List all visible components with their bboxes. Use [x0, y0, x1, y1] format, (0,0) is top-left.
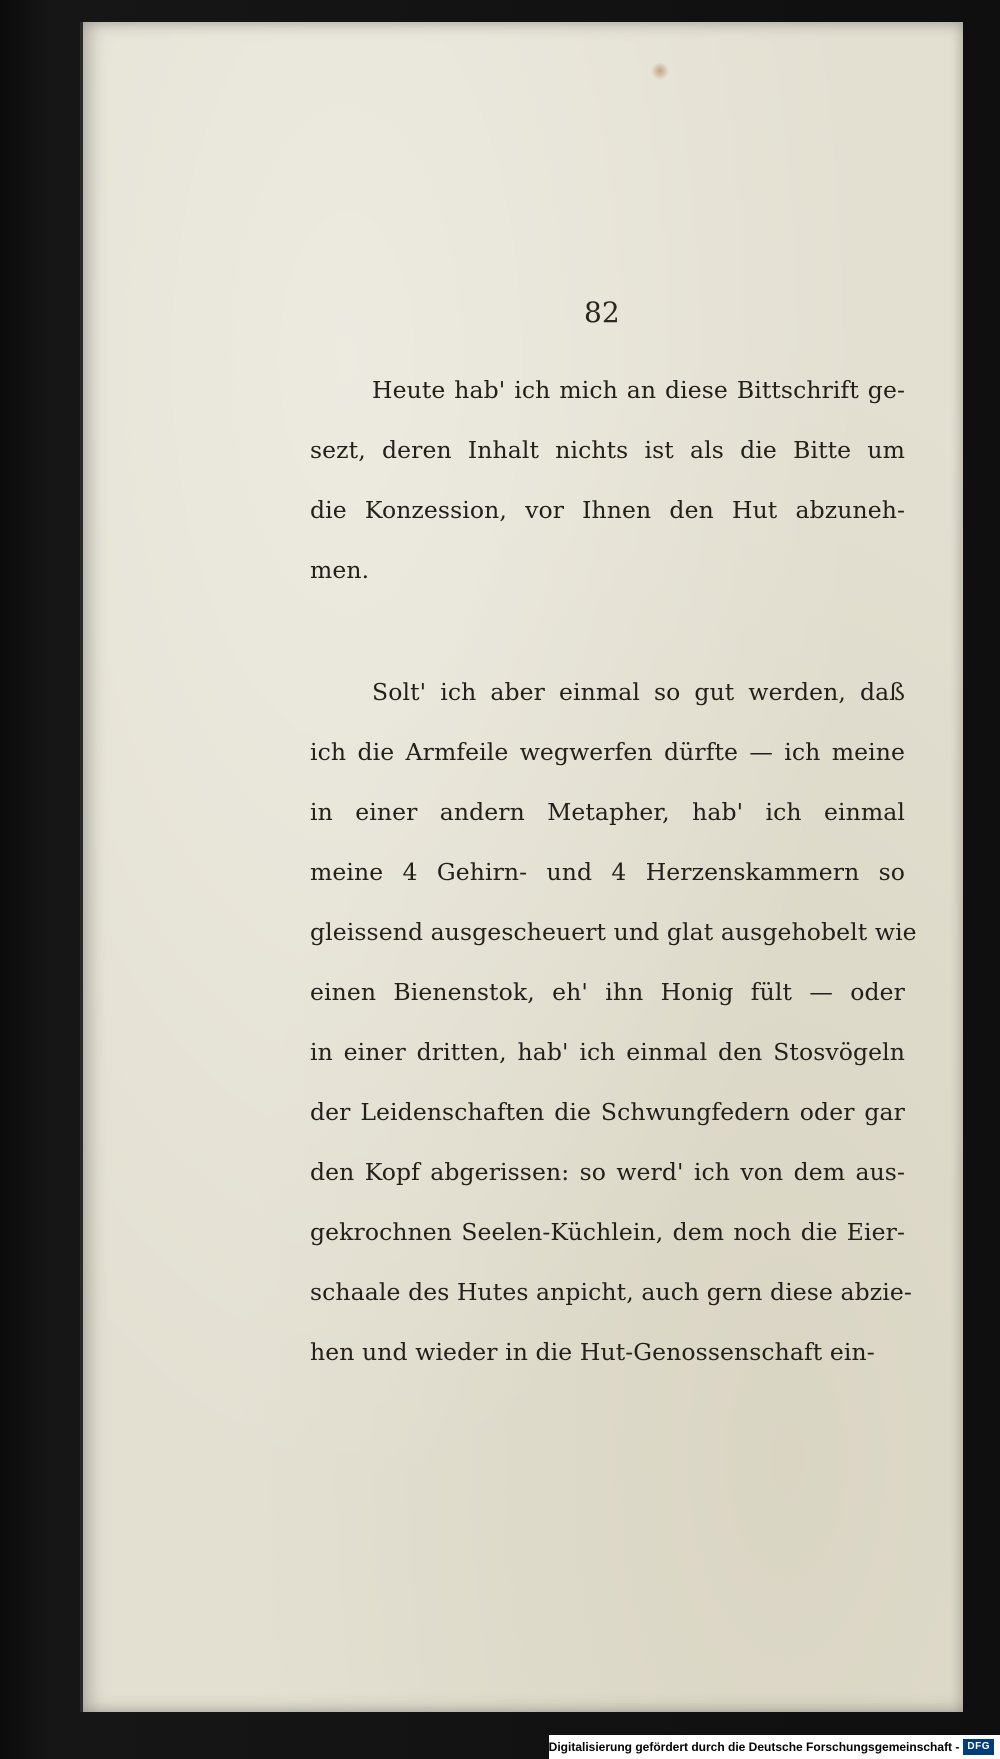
text-line: Solt' ich aber einmal so gut werden, daß: [372, 678, 905, 706]
paper-stain: [651, 62, 669, 80]
text-line: meine 4 Gehirn- und 4 Herzenskammern so: [310, 858, 905, 886]
body-text: [310, 360, 917, 1382]
text-line: in einer dritten, hab' ich einmal den Stosvögeln: [310, 1038, 905, 1066]
paragraph-2: [310, 662, 917, 1382]
page-number: 82: [584, 296, 620, 329]
text-line: hen und wieder in die Hut-Genossenschaft ein-: [310, 1338, 875, 1366]
text-line: gleissend ausgescheuert und glat ausgehobelt wie: [310, 918, 917, 946]
text-line: einen Bienenstok, eh' ihn Honig fült — oder: [310, 978, 905, 1006]
text-line: in einer andern Metapher, hab' ich einmal: [310, 798, 905, 826]
dfg-logo: DFG: [963, 1739, 994, 1755]
text-line: den Kopf abgerissen: so werd' ich von dem aus-: [310, 1158, 905, 1186]
text-line: Heute hab' ich mich an diese Bittschrift ge-: [372, 376, 905, 404]
footer-credit: Digitalisierung gefördert durch die Deutsche Forschungsgemeinschaft -: [548, 1740, 960, 1754]
text-line: sezt, deren Inhalt nichts ist als die Bitte um: [310, 436, 905, 464]
text-line: der Leidenschaften die Schwungfedern oder gar: [310, 1098, 905, 1126]
digitization-footer: [549, 1735, 1000, 1759]
text-line: ich die Armfeile wegwerfen dürfte — ich meine: [310, 738, 905, 766]
text-line: schaale des Hutes anpicht, auch gern diese abzie-: [310, 1278, 912, 1306]
paragraph-1: [310, 360, 905, 600]
text-line: gekrochnen Seelen-Küchlein, dem noch die Eier-: [310, 1218, 905, 1246]
text-line: die Konzession, vor Ihnen den Hut abzuneh-: [310, 496, 905, 524]
text-line: men.: [310, 556, 370, 584]
